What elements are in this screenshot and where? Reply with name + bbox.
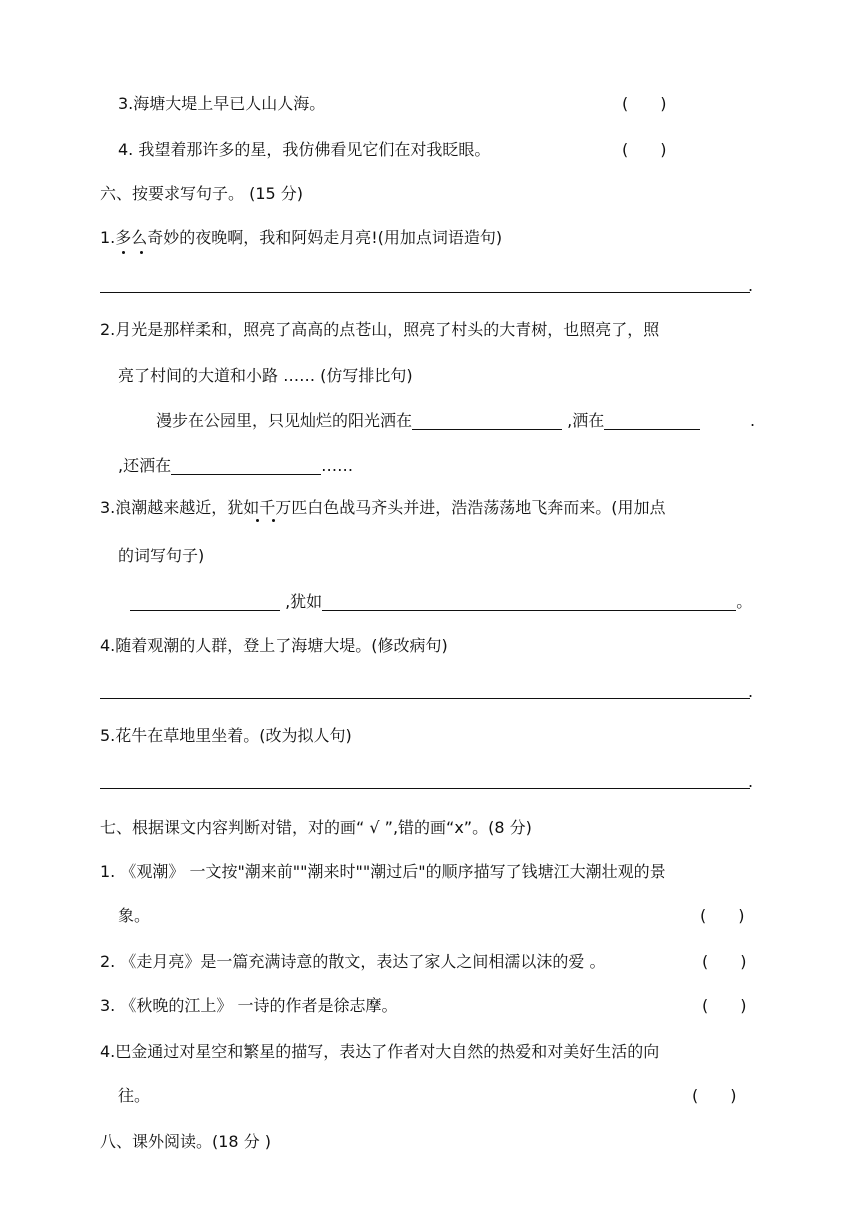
s7-q2-answer-paren[interactable]: ( ) <box>702 952 747 971</box>
s7-q1-answer-paren[interactable]: ( ) <box>700 906 745 925</box>
example-text-a: 漫步在公园里，只见灿烂的阳光洒在 <box>156 411 413 430</box>
s6-q1-answer-line[interactable] <box>100 292 750 293</box>
section-7-header: 七、根据课文内容判断对错，对的画“ √ ”,错的画“x”。(8 分) <box>100 818 532 837</box>
s6-q3-fill-line <box>130 590 752 614</box>
fill-blank-1[interactable] <box>412 411 562 430</box>
s7-q2: 2. 《走月亮》是一篇充满诗意的散文，表达了家人之间相濡以沫的爱 。 <box>100 952 606 971</box>
s7-q3-answer-paren[interactable]: ( ) <box>702 996 747 1015</box>
fill-blank-3[interactable] <box>171 456 321 475</box>
emphasis-dot <box>122 251 125 254</box>
s6-q2-example-line2 <box>118 454 353 478</box>
s7-q4-answer-paren[interactable]: ( ) <box>692 1086 737 1105</box>
s7-q4-line1: 4.巴金通过对星空和繁星的描写，表达了作者对大自然的热爱和对美好生活的向 <box>100 1042 660 1061</box>
s5-q4: 4. 我望着那许多的星，我仿佛看见它们在对我眨眼。 <box>118 140 491 159</box>
s6-q4-answer-line[interactable] <box>100 698 750 699</box>
s6-q5-answer-line[interactable] <box>100 788 750 789</box>
s5-q4-answer-paren[interactable]: ( ) <box>622 140 667 159</box>
s6-q4: 4.随着观潮的人群，登上了海塘大堤。(修改病句) <box>100 636 448 655</box>
s6-q3-line1: 3.浪潮越来越近，犹如千万匹白色战马齐头并进，浩浩荡荡地飞奔而来。(用加点 <box>100 498 666 517</box>
section-6-header: 六、按要求写句子。 (15 分) <box>100 184 304 203</box>
s5-q3: 3.海塘大堤上早已人山人海。 <box>118 94 326 113</box>
s7-q1-line2: 象。 <box>118 906 151 925</box>
s6-q5: 5.花牛在草地里坐着。(改为拟人句) <box>100 726 352 745</box>
fill-text: ,犹如 <box>285 592 323 611</box>
example-text-c: ,还洒在 <box>118 456 172 475</box>
s7-q1-line1: 1. 《观潮》 一文按"潮来前""潮来时""潮过后"的顺序描写了钱塘江大潮壮观的景 <box>100 862 666 881</box>
fill-blank-4[interactable] <box>130 592 280 611</box>
s7-q4-line2: 往。 <box>118 1086 151 1105</box>
s7-q3: 3. 《秋晚的江上》 一诗的作者是徐志摩。 <box>100 996 398 1015</box>
example-text-d: …… <box>321 456 354 475</box>
period-mark: . <box>750 411 756 430</box>
period-mark: . <box>748 276 754 295</box>
fill-end: 。 <box>736 592 753 611</box>
fill-blank-2[interactable] <box>604 411 700 430</box>
emphasis-dot <box>272 519 275 522</box>
s6-q3-line2: 的词写句子) <box>118 546 205 565</box>
s6-q2-line1: 2.月光是那样柔和，照亮了高高的点苍山，照亮了村头的大青树，也照亮了，照 <box>100 320 660 339</box>
emphasis-dot <box>140 251 143 254</box>
fill-blank-5[interactable] <box>322 592 736 611</box>
emphasis-dot <box>256 519 259 522</box>
period-mark: . <box>748 772 754 791</box>
s6-q2-example-line1 <box>156 409 700 433</box>
s6-q2-line2: 亮了村间的大道和小路 …… (仿写排比句) <box>118 366 413 385</box>
s5-q3-answer-paren[interactable]: ( ) <box>622 94 667 113</box>
section-8-header: 八、课外阅读。(18 分 ) <box>100 1132 272 1151</box>
s6-q1: 1.多么奇妙的夜晚啊，我和阿妈走月亮!(用加点词语造句) <box>100 228 503 247</box>
period-mark: . <box>748 682 754 701</box>
example-text-b: ,洒在 <box>567 411 605 430</box>
